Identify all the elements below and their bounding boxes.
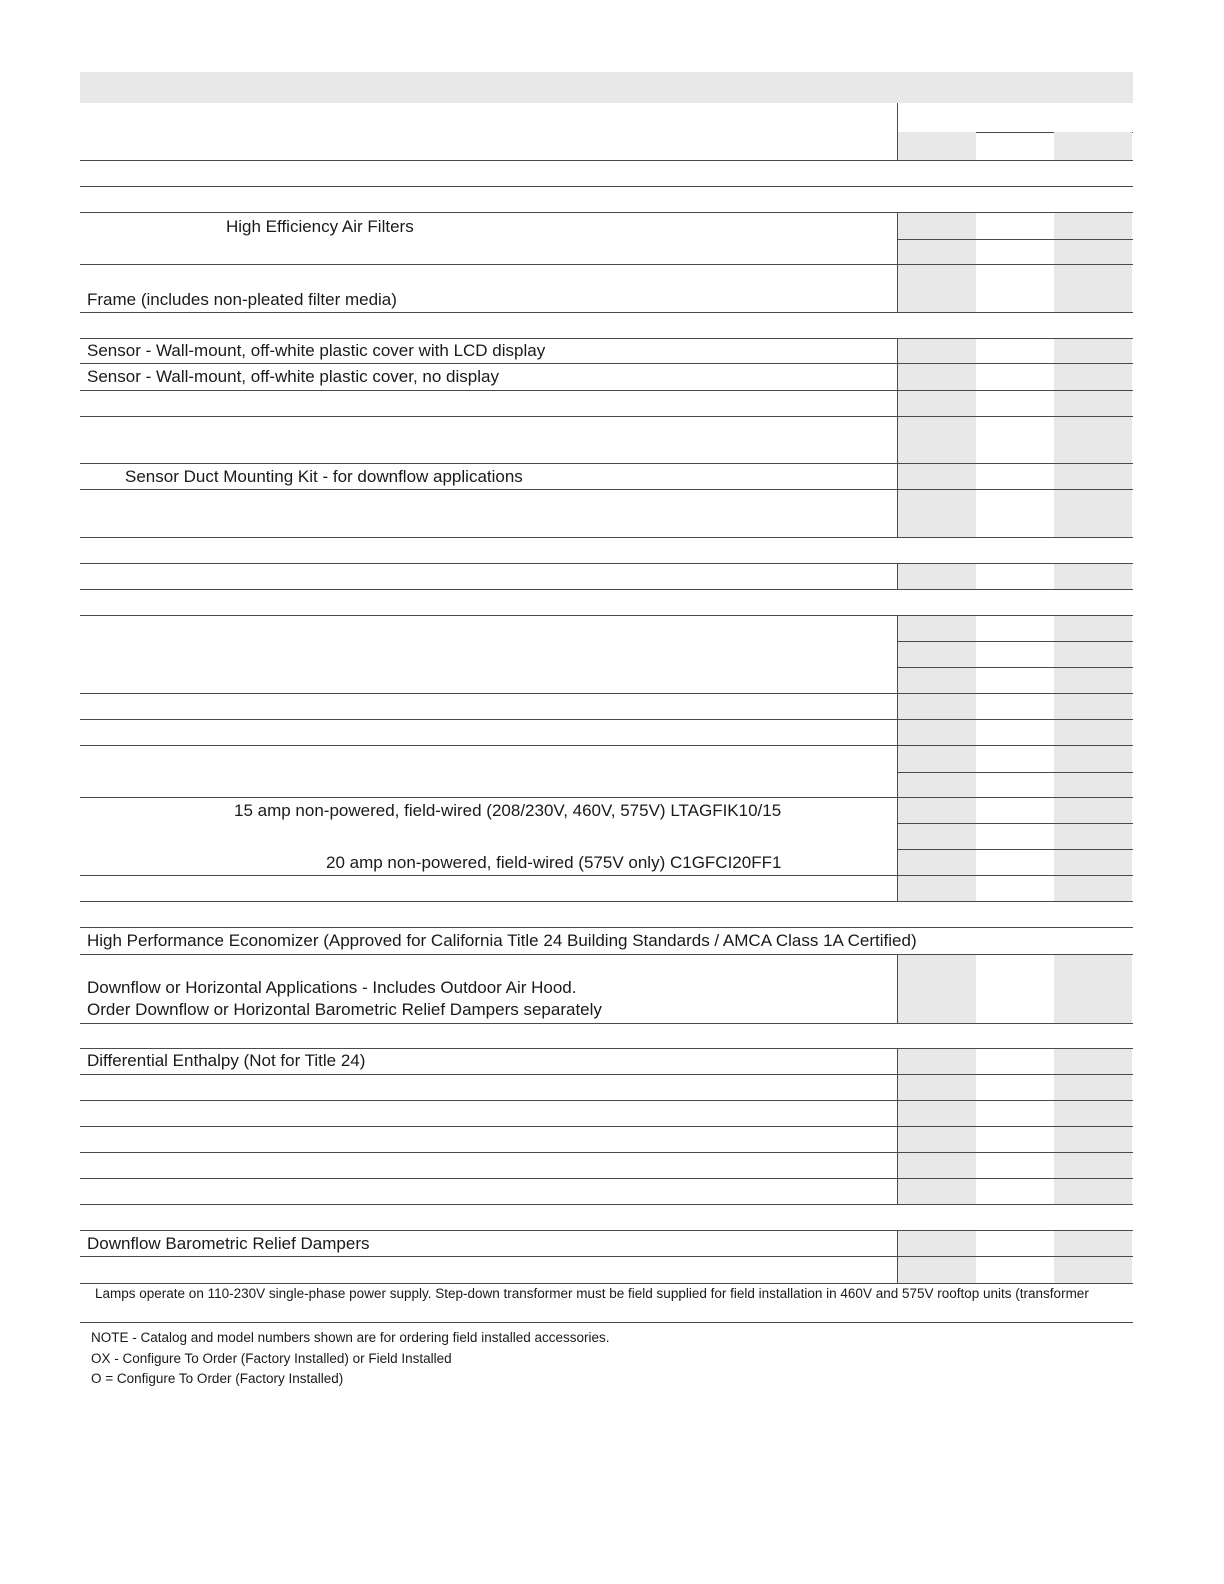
table-row	[80, 213, 1133, 265]
table-row	[80, 694, 1133, 720]
note-line: OX - Configure To Order (Factory Installed) or Field Installed	[91, 1350, 452, 1366]
table-row	[80, 720, 1133, 746]
table-row	[80, 564, 1133, 590]
table-row	[80, 616, 1133, 694]
note-line: O = Configure To Order (Factory Installed)	[91, 1371, 344, 1386]
table-row	[80, 464, 1133, 490]
table-header-bar	[80, 72, 1133, 103]
row-label: High Performance Economizer (Approved for California Title 24 Building Standards / AMCA Class 1A Certified)	[87, 931, 917, 950]
section-row	[80, 187, 1133, 213]
note-line: NOTE - Catalog and model numbers shown are for ordering field installed accessories.	[91, 1330, 610, 1345]
row-label: Downflow or Horizontal Applications - Includes Outdoor Air Hood.	[87, 978, 577, 997]
table-row	[80, 364, 1133, 391]
table-row	[80, 798, 1133, 876]
table-row	[80, 339, 1133, 364]
table-row	[80, 1049, 1133, 1075]
section-row	[80, 538, 1133, 564]
section-row	[80, 902, 1133, 928]
section-row	[80, 590, 1133, 616]
row-label: Sensor - Wall-mount, off-white plastic cover with LCD display	[87, 341, 546, 360]
table-row	[80, 955, 1133, 1024]
row-label: 15 amp non-powered, field-wired (208/230V, 460V, 575V) LTAGFIK10/15	[234, 801, 782, 820]
table-row	[80, 1231, 1133, 1257]
table-row	[80, 746, 1133, 798]
table-row	[80, 1257, 1133, 1284]
section-row	[80, 1205, 1133, 1231]
table-header-row	[80, 103, 1133, 161]
table-row	[80, 1153, 1133, 1179]
row-label: High Efficiency Air Filters	[226, 217, 414, 236]
row-label: Sensor Duct Mounting Kit - for downflow applications	[125, 467, 523, 486]
section-row	[80, 161, 1133, 187]
table-row	[80, 1179, 1133, 1205]
table-row	[80, 928, 1133, 955]
table-row	[80, 417, 1133, 464]
section-row	[80, 1024, 1133, 1049]
table-row	[80, 1127, 1133, 1153]
table-row	[80, 876, 1133, 902]
table-row	[80, 1075, 1133, 1101]
table-row	[80, 1101, 1133, 1127]
table-row	[80, 265, 1133, 313]
divider	[80, 1322, 1133, 1323]
table-row	[80, 490, 1133, 538]
row-label: Differential Enthalpy (Not for Title 24)	[87, 1051, 366, 1070]
row-label: Sensor - Wall-mount, off-white plastic cover, no display	[87, 367, 499, 386]
row-label: Downflow Barometric Relief Dampers	[87, 1234, 370, 1253]
table-row	[80, 391, 1133, 417]
section-row	[80, 313, 1133, 339]
row-label: 20 amp non-powered, field-wired (575V only) C1GFCI20FF1	[326, 853, 782, 872]
row-label: Order Downflow or Horizontal Barometric Relief Dampers separately	[87, 1000, 602, 1019]
row-label: Frame (includes non-pleated filter media)	[87, 290, 397, 309]
notes-block	[91, 1328, 610, 1390]
lamp-footnote: Lamps operate on 110-230V single-phase power supply. Step-down transformer must be field supplied for field installation in 460V and 575V rooftop units (transformer	[95, 1286, 1089, 1301]
